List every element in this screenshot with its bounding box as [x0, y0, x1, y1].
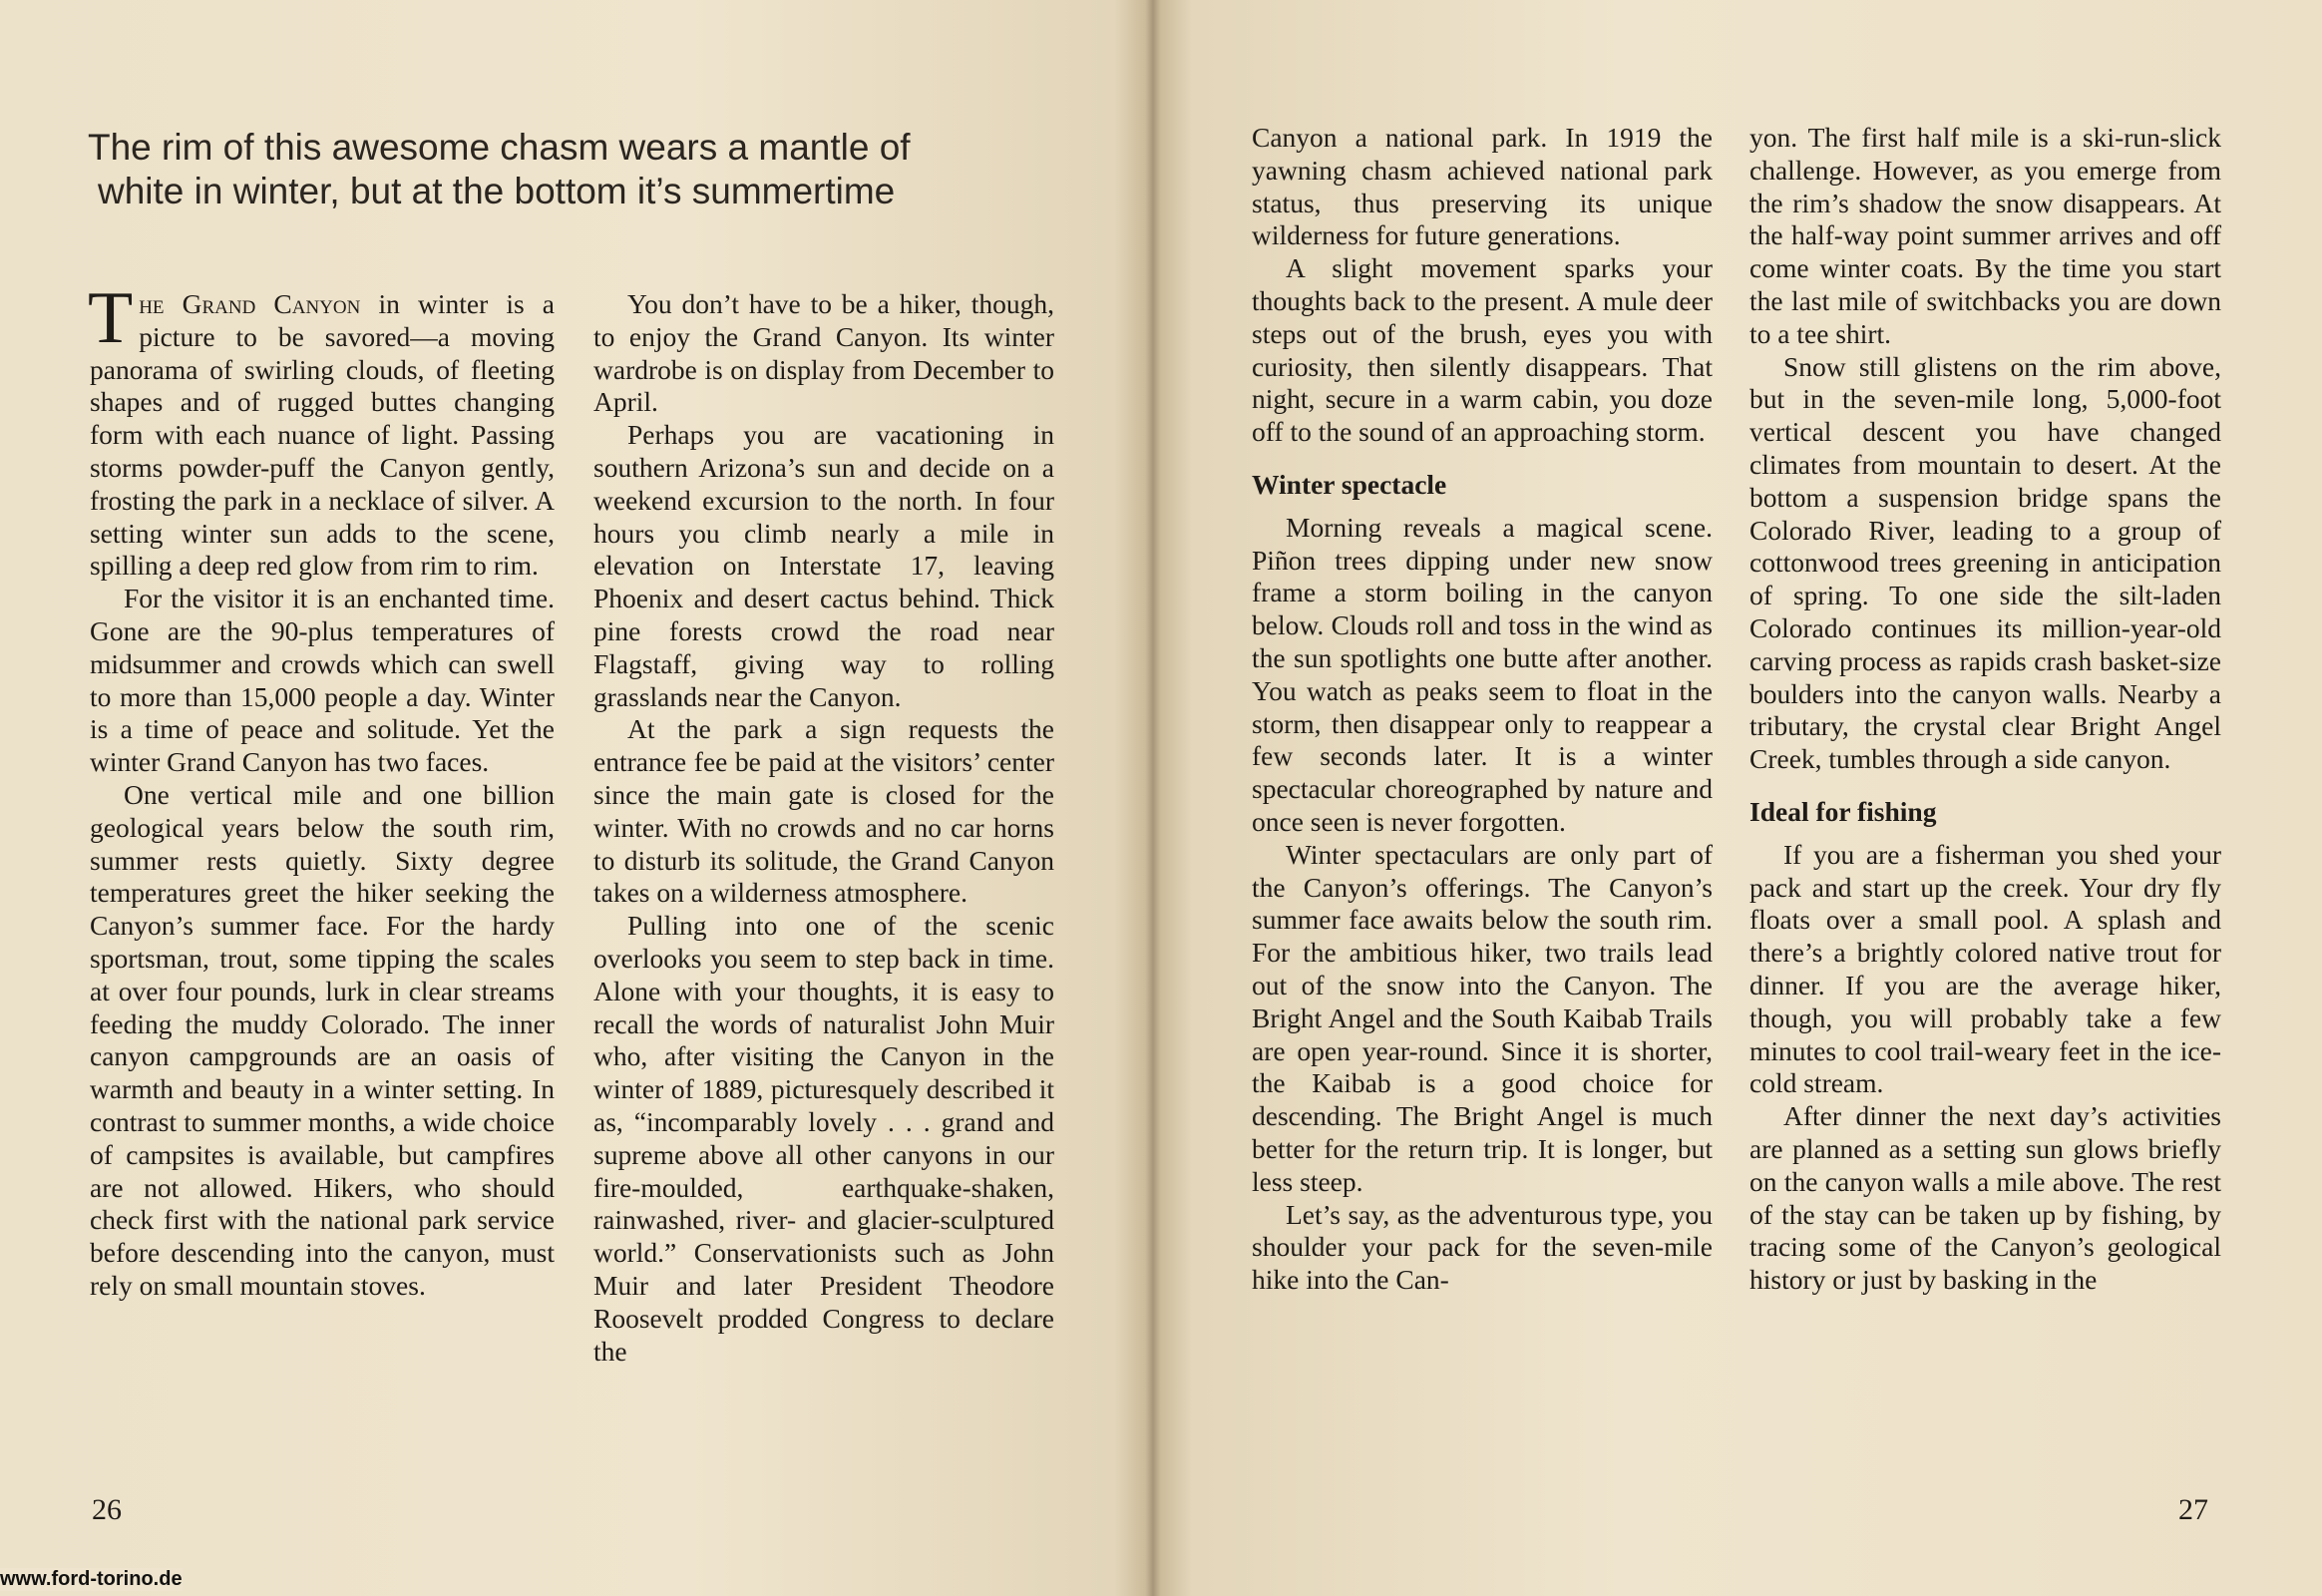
headline-line-2: white in winter, but at the bottom it’s summertime: [98, 171, 896, 211]
watermark: www.ford-torino.de: [0, 1568, 183, 1590]
paragraph: For the visitor it is an enchanted time. Gone are the 90-plus temperatures of midsummer and crowds which can swell to more than 15,000 people a day. Winter is a time of peace and solitude. Yet the winter Grand Canyon has two faces.: [90, 583, 555, 778]
opening-text: in winter is a picture to be savored—a moving panorama of swirling clouds, of fleeting shapes and of rugged buttes changing form with each nuance of light. Passing storms powder-puff the Canyon gently, frosting the park in a necklace of silver. A setting winter sun adds to the scene, spilling a deep red glow from rim to rim.: [90, 288, 555, 582]
paragraph: You don’t have to be a hiker, though, to enjoy the Grand Canyon. Its winter wardrobe is on display from December to April.: [593, 288, 1054, 418]
paragraph: At the park a sign requests the entrance fee be paid at the visitors’ center since the main gate is closed for the winter. With no crowds and no car horns to disturb its solitude, the Grand Canyon takes on a wilderness atmosphere.: [593, 713, 1054, 909]
paragraph: yon. The first half mile is a ski-run-slick challenge. However, as you emerge from the rim’s shadow the snow disappears. At the half-way point summer arrives and off come winter coats. By the time you start the last mile of switchbacks you are down to a tee shirt.: [1749, 122, 2221, 349]
paragraph: Let’s say, as the adventurous type, you shoulder your pack for the seven-mile hike into the Can-: [1252, 1198, 1713, 1296]
section-heading: Ideal for fishing: [1749, 795, 1937, 827]
page-number-left: 26: [92, 1493, 122, 1526]
paragraph: Morning reveals a magical scene. Piñon trees dipping under new snow frame a storm boiling in the canyon below. Clouds roll and toss in the wind as the sun spotlights one butte after another. You watch as peaks seem to float in the storm, then disappear only to reappear a few seconds later. It is a winter spectacular choreographed by nature and once seen is never forgotten.: [1252, 511, 1713, 837]
paragraph: A slight movement sparks your thoughts back to the present. A mule deer steps out of the brush, eyes you with curiosity, then silently disappears. That night, secure in a warm cabin, you doze off to the sound of an approaching storm.: [1252, 252, 1713, 448]
paragraph: Snow still glistens on the rim above, but in the seven-mile long, 5,000-foot vertical descent you have changed climates from mountain to desert. At the bottom a suspension bridge spans the Colorado River, leading to a group of cottonwood trees greening in anticipation of spring. To one side the silt-laden Colorado continues its million-year-old carving process as rapids crash basket-size boulders into the canyon walls. Nearby a tributary, the crystal clear Bright Angel Creek, tumbles through a side canyon.: [1749, 350, 2221, 775]
section-heading: Winter spectacle: [1252, 468, 1447, 500]
right-column-2: [1749, 122, 2221, 1297]
paragraph: If you are a fisherman you shed your pack and start up the creek. Your dry fly floats over a small pool. A splash and there’s a brightly colored native trout for dinner. If you are the average hiker, though, you will probably take a few minutes to cool trail-weary feet in the ice-cold stream.: [1749, 838, 2221, 1099]
paragraph: One vertical mile and one billion geological years below the south rim, summer rests quietly. Sixty degree temperatures greet the hiker seeking the Canyon’s summer face. For the hardy sportsman, trout, some tipping the scales at over four pounds, lurk in clear streams feeding the muddy Colorado. The inner canyon campgrounds are an oasis of warmth and beauty in a winter setting. In contrast to summer months, a wide choice of campsites is available, but campfires are not allowed. Hikers, who should check first with the national park service before descending into the canyon, must rely on small mountain stoves.: [90, 778, 555, 1301]
article-headline: [88, 126, 1045, 213]
left-column-2: [593, 288, 1054, 1368]
paragraph: Perhaps you are vacationing in southern Arizona’s sun and decide on a weekend excursion to the north. In four hours you climb nearly a mile in elevation on Interstate 17, leaving Phoenix and desert cactus behind. Thick pine forests crowd the road near Flagstaff, giving way to rolling grasslands near the Canyon.: [593, 419, 1054, 712]
paragraph: After dinner the next day’s activities are planned as a setting sun glows briefly on the canyon walls a mile above. The rest of the stay can be taken up by fishing, by tracing some of the Canyon’s geological history or just by basking in the: [1749, 1100, 2221, 1296]
left-column-1: [88, 277, 555, 1303]
book-spine: [1145, 0, 1161, 1596]
paragraph: Canyon a national park. In 1919 the yawning chasm achieved national park status, thus preserving its unique wilderness for future generations.: [1252, 122, 1713, 251]
paragraph: Pulling into one of the scenic overlooks you seem to step back in time. Alone with your thoughts, it is easy to recall the words of naturalist John Muir who, after visiting the Canyon in the winter of 1889, picturesquely described it as, “incomparably lovely . . . grand and supreme above all other canyons in our fire-moulded, earthquake-shaken, rainwashed, river- and glacier-sculptured world.” Conservationists such as John Muir and later President Theodore Roosevelt prodded Congress to declare the: [593, 910, 1054, 1367]
drop-cap: T: [88, 277, 134, 359]
opening-smallcaps: he Grand Canyon: [139, 288, 361, 319]
opening-paragraph: [88, 277, 555, 583]
paragraph: Winter spectaculars are only part of the Canyon’s offerings. The Canyon’s summer face awaits below the south rim. For the ambitious hiker, two trails lead out of the snow into the Canyon. The Bright Angel and the South Kaibab Trails are open year-round. Since it is shorter, the Kaibab is a good choice for descending. The Bright Angel is much better for the return trip. It is longer, but less steep.: [1252, 838, 1713, 1197]
headline-line-1: The rim of this awesome chasm wears a mantle of: [88, 127, 911, 168]
right-column-1: [1252, 122, 1713, 1297]
page-number-right: 27: [2178, 1493, 2208, 1526]
